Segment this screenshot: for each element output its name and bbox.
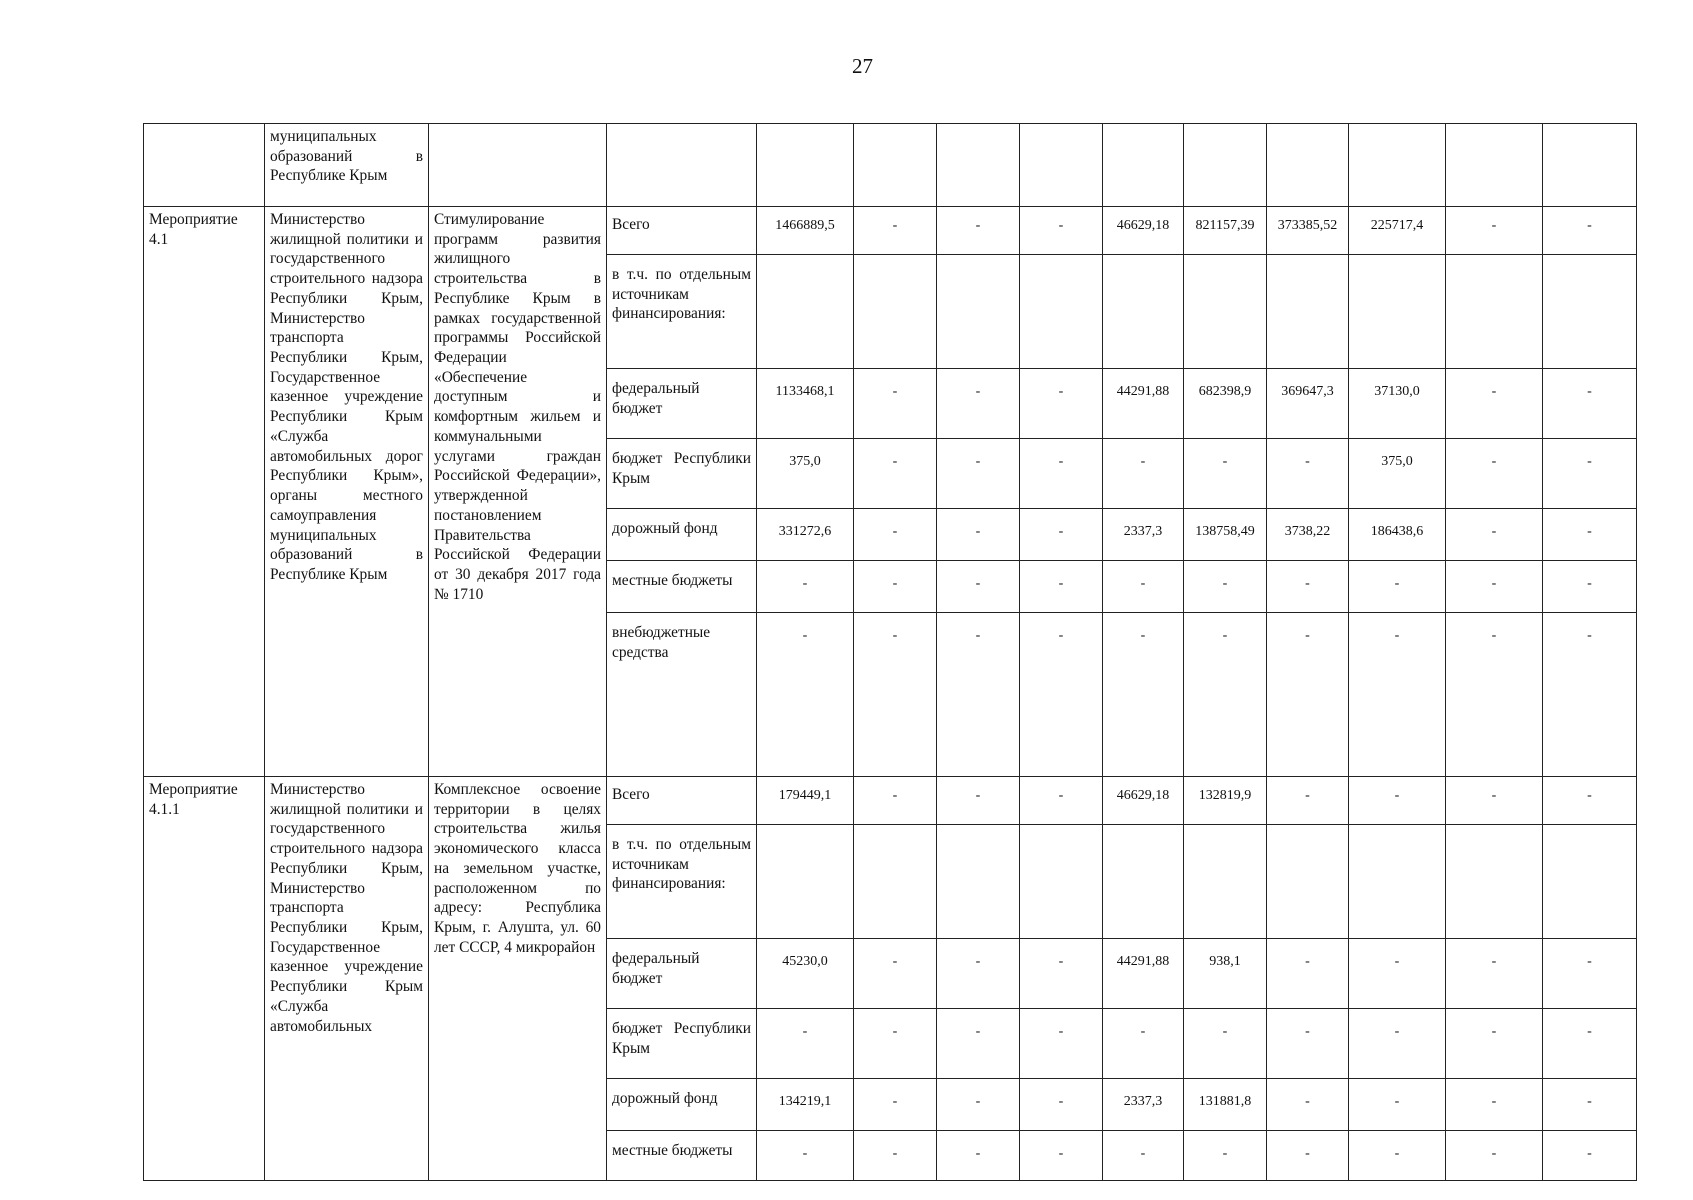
value-cell: -: [1267, 1079, 1349, 1131]
value-cell: -: [1267, 439, 1349, 509]
value-cell: [757, 255, 854, 369]
value-cell: [1267, 255, 1349, 369]
value-cell: [1184, 124, 1267, 207]
value-cell: -: [1349, 939, 1446, 1009]
value-cell: [1020, 255, 1103, 369]
source-cell: бюджет Республики Крым: [607, 1009, 757, 1079]
value-cell: -: [1543, 1131, 1637, 1181]
table-body: [144, 124, 1637, 1181]
value-cell: [1543, 255, 1637, 369]
source-cell: внебюджетные средства: [607, 613, 757, 777]
value-cell: 375,0: [757, 439, 854, 509]
value-cell: -: [937, 369, 1020, 439]
value-cell: 2337,3: [1103, 509, 1184, 561]
value-cell: -: [1446, 1131, 1543, 1181]
value-cell: -: [1020, 939, 1103, 1009]
value-cell: [937, 255, 1020, 369]
value-cell: -: [937, 613, 1020, 777]
value-cell: -: [937, 561, 1020, 613]
value-cell: -: [1349, 777, 1446, 825]
value-cell: -: [854, 439, 937, 509]
value-cell: -: [854, 939, 937, 1009]
value-cell: -: [1267, 1009, 1349, 1079]
value-cell: 45230,0: [757, 939, 854, 1009]
value-cell: -: [937, 207, 1020, 255]
value-cell: [1020, 124, 1103, 207]
source-cell: Всего: [607, 207, 757, 255]
value-cell: 331272,6: [757, 509, 854, 561]
value-cell: [1103, 124, 1184, 207]
value-cell: -: [1349, 1009, 1446, 1079]
value-cell: [1543, 825, 1637, 939]
value-cell: 369647,3: [1267, 369, 1349, 439]
table-row: [144, 124, 1637, 207]
value-cell: 186438,6: [1349, 509, 1446, 561]
value-cell: 46629,18: [1103, 777, 1184, 825]
value-cell: -: [1020, 207, 1103, 255]
source-cell: в т.ч. по отдельным источникам финансирования:: [607, 255, 757, 369]
value-cell: -: [757, 613, 854, 777]
value-cell: -: [1349, 1131, 1446, 1181]
source-cell: местные бюджеты: [607, 561, 757, 613]
value-cell: 375,0: [1349, 439, 1446, 509]
value-cell: -: [1020, 1079, 1103, 1131]
value-cell: -: [1543, 777, 1637, 825]
value-cell: -: [1446, 613, 1543, 777]
value-cell: -: [1543, 509, 1637, 561]
value-cell: -: [1020, 509, 1103, 561]
value-cell: -: [1020, 777, 1103, 825]
value-cell: -: [1103, 439, 1184, 509]
value-cell: [1349, 255, 1446, 369]
financing-table: [143, 123, 1637, 1181]
value-cell: -: [1543, 439, 1637, 509]
measure-cell: Мероприятие 4.1: [144, 207, 265, 777]
value-cell: [1349, 825, 1446, 939]
value-cell: 37130,0: [1349, 369, 1446, 439]
value-cell: -: [1446, 1079, 1543, 1131]
source-cell: [607, 124, 757, 207]
value-cell: -: [1020, 613, 1103, 777]
source-cell: Всего: [607, 777, 757, 825]
value-cell: [1446, 825, 1543, 939]
executor-cell: Министерство жилищной политики и государственного строительного надзора Республики Крым, Министерство транспорта Республики Крым, Государственное казенное учреждение Республики Крым «Служба автомобильных: [265, 777, 429, 1181]
value-cell: 682398,9: [1184, 369, 1267, 439]
value-cell: [1184, 825, 1267, 939]
table-row: [144, 207, 1637, 255]
value-cell: -: [1446, 509, 1543, 561]
value-cell: [937, 124, 1020, 207]
value-cell: -: [757, 561, 854, 613]
executor-cell: Министерство жилищной политики и государственного строительного надзора Республики Крым, Министерство транспорта Республики Крым, Государственное казенное учреждение Республики Крым «Служба автомобильных дорог Республики Крым», органы местного самоуправления муниципальных образований в Республике Крым: [265, 207, 429, 777]
value-cell: -: [1184, 613, 1267, 777]
value-cell: -: [1267, 613, 1349, 777]
value-cell: -: [854, 1131, 937, 1181]
value-cell: -: [1267, 1131, 1349, 1181]
value-cell: -: [1446, 1009, 1543, 1079]
value-cell: -: [1543, 369, 1637, 439]
name-cell: Стимулирование программ развития жилищного строительства в Республике Крым в рамках государственной программы Российской Федерации «Обеспечение доступным и комфортным жильем и коммунальными услугами граждан Российской Федерации», утвержденной постановлением Правительства Российской Федерации от 30 декабря 2017 года № 1710: [429, 207, 607, 777]
value-cell: -: [937, 439, 1020, 509]
value-cell: -: [1543, 1079, 1637, 1131]
value-cell: -: [854, 777, 937, 825]
value-cell: -: [757, 1009, 854, 1079]
value-cell: -: [1446, 369, 1543, 439]
value-cell: [937, 825, 1020, 939]
name-cell: [429, 124, 607, 207]
value-cell: -: [937, 1131, 1020, 1181]
value-cell: -: [1543, 613, 1637, 777]
value-cell: -: [1020, 1009, 1103, 1079]
source-cell: дорожный фонд: [607, 1079, 757, 1131]
source-cell: бюджет Республики Крым: [607, 439, 757, 509]
measure-cell: [144, 124, 265, 207]
value-cell: -: [1543, 939, 1637, 1009]
value-cell: [1349, 124, 1446, 207]
value-cell: -: [854, 369, 937, 439]
value-cell: [854, 124, 937, 207]
value-cell: 44291,88: [1103, 369, 1184, 439]
value-cell: [757, 124, 854, 207]
value-cell: -: [854, 509, 937, 561]
measure-cell: Мероприятие 4.1.1: [144, 777, 265, 1181]
value-cell: 44291,88: [1103, 939, 1184, 1009]
value-cell: -: [1267, 939, 1349, 1009]
value-cell: 1466889,5: [757, 207, 854, 255]
value-cell: -: [937, 939, 1020, 1009]
value-cell: -: [1103, 1131, 1184, 1181]
value-cell: -: [1349, 613, 1446, 777]
value-cell: [854, 825, 937, 939]
value-cell: -: [1446, 561, 1543, 613]
value-cell: 138758,49: [1184, 509, 1267, 561]
value-cell: -: [1184, 561, 1267, 613]
value-cell: -: [1103, 561, 1184, 613]
table-row: [144, 777, 1637, 825]
value-cell: -: [1184, 439, 1267, 509]
value-cell: [1267, 124, 1349, 207]
value-cell: 938,1: [1184, 939, 1267, 1009]
value-cell: [1446, 255, 1543, 369]
source-cell: в т.ч. по отдельным источникам финансирования:: [607, 825, 757, 939]
executor-cell: муниципальных образований в Республике Крым: [265, 124, 429, 207]
value-cell: [1020, 825, 1103, 939]
value-cell: -: [854, 1079, 937, 1131]
value-cell: [1446, 124, 1543, 207]
value-cell: [1103, 255, 1184, 369]
value-cell: -: [854, 207, 937, 255]
value-cell: 2337,3: [1103, 1079, 1184, 1131]
value-cell: -: [937, 1079, 1020, 1131]
value-cell: -: [757, 1131, 854, 1181]
value-cell: -: [854, 613, 937, 777]
value-cell: -: [1020, 369, 1103, 439]
source-cell: дорожный фонд: [607, 509, 757, 561]
value-cell: -: [937, 509, 1020, 561]
value-cell: 134219,1: [757, 1079, 854, 1131]
value-cell: -: [1020, 561, 1103, 613]
value-cell: -: [1446, 207, 1543, 255]
value-cell: -: [1543, 1009, 1637, 1079]
value-cell: [1103, 825, 1184, 939]
value-cell: 46629,18: [1103, 207, 1184, 255]
value-cell: -: [1543, 207, 1637, 255]
value-cell: 373385,52: [1267, 207, 1349, 255]
value-cell: -: [1349, 561, 1446, 613]
value-cell: [1184, 255, 1267, 369]
value-cell: -: [1020, 1131, 1103, 1181]
value-cell: -: [1184, 1009, 1267, 1079]
value-cell: [1267, 825, 1349, 939]
value-cell: 179449,1: [757, 777, 854, 825]
value-cell: [757, 825, 854, 939]
value-cell: 225717,4: [1349, 207, 1446, 255]
value-cell: -: [1184, 1131, 1267, 1181]
value-cell: -: [1349, 1079, 1446, 1131]
value-cell: [1543, 124, 1637, 207]
value-cell: -: [1267, 777, 1349, 825]
value-cell: -: [1543, 561, 1637, 613]
value-cell: -: [1103, 613, 1184, 777]
value-cell: 131881,8: [1184, 1079, 1267, 1131]
value-cell: -: [1446, 439, 1543, 509]
source-cell: федеральный бюджет: [607, 369, 757, 439]
value-cell: -: [937, 777, 1020, 825]
value-cell: -: [937, 1009, 1020, 1079]
value-cell: 3738,22: [1267, 509, 1349, 561]
value-cell: -: [1446, 777, 1543, 825]
source-cell: федеральный бюджет: [607, 939, 757, 1009]
value-cell: -: [1020, 439, 1103, 509]
value-cell: [854, 255, 937, 369]
value-cell: -: [1267, 561, 1349, 613]
value-cell: -: [854, 561, 937, 613]
value-cell: 821157,39: [1184, 207, 1267, 255]
value-cell: 1133468,1: [757, 369, 854, 439]
name-cell: Комплексное освоение территории в целях строительства жилья экономического класса на земельном участке, расположенном по адресу: Республика Крым, г. Алушта, ул. 60 лет СССР, 4 микрорайон: [429, 777, 607, 1181]
value-cell: 132819,9: [1184, 777, 1267, 825]
value-cell: -: [1446, 939, 1543, 1009]
page-number: 27: [852, 54, 873, 78]
value-cell: -: [854, 1009, 937, 1079]
source-cell: местные бюджеты: [607, 1131, 757, 1181]
value-cell: -: [1103, 1009, 1184, 1079]
